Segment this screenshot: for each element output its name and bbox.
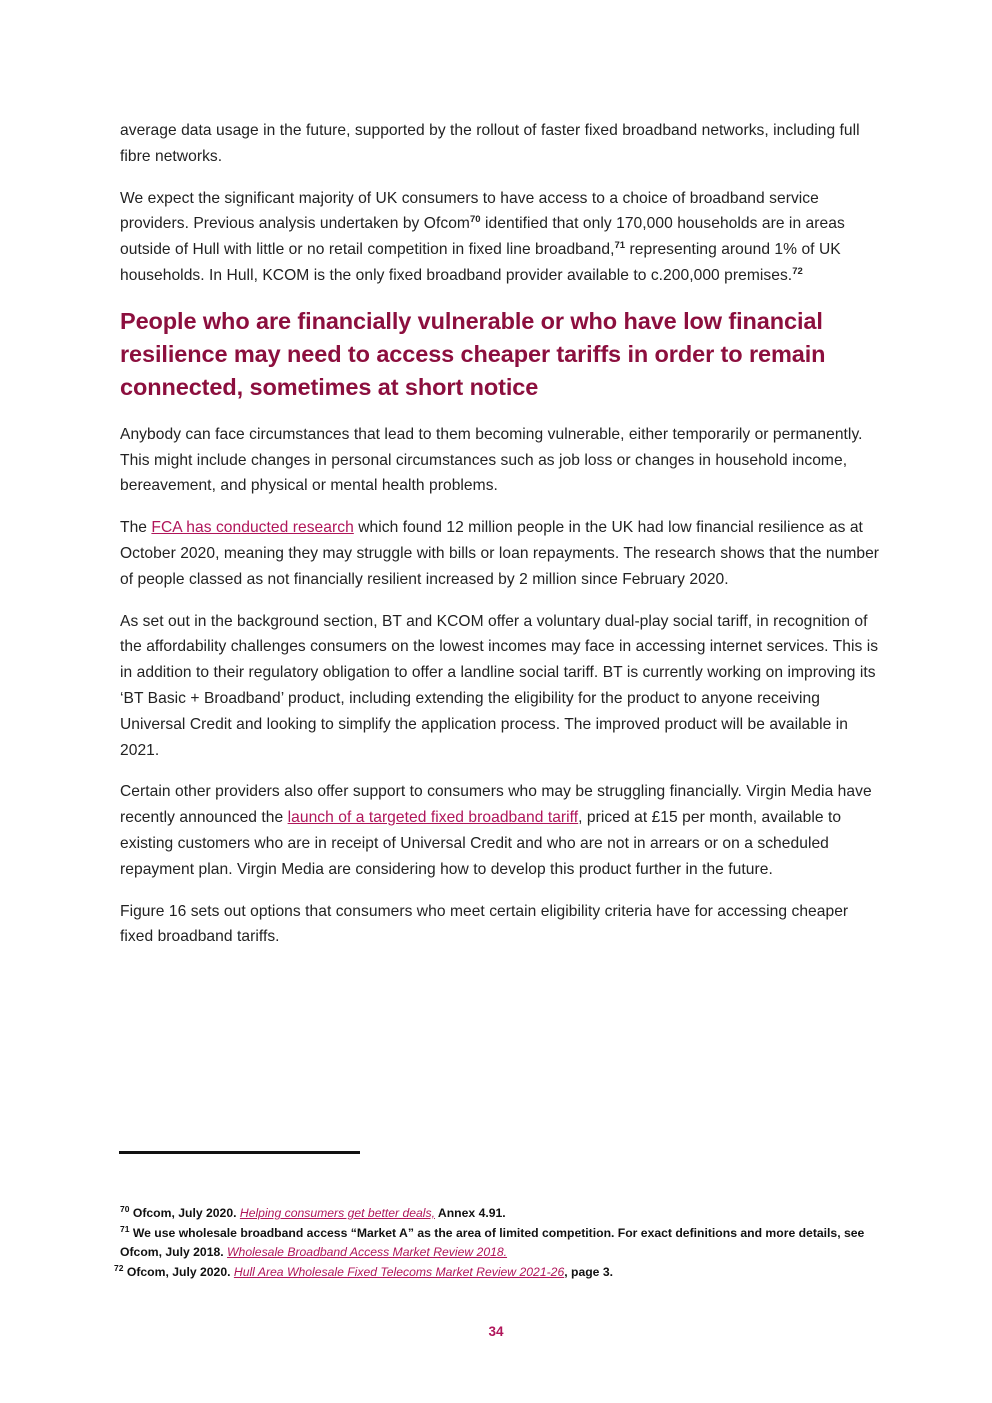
paragraph-data-usage <box>120 118 880 170</box>
wba-market-review-link[interactable]: Wholesale Broadband Access Market Review 2018. <box>227 1245 508 1260</box>
footnote-text: Ofcom, July 2020. <box>129 1206 240 1220</box>
paragraph-fca-research <box>120 515 880 592</box>
footnote-70 <box>114 1204 874 1224</box>
hull-market-review-link[interactable]: Hull Area Wholesale Fixed Telecoms Market Review 2021-26 <box>233 1264 565 1279</box>
footnote-text: We use wholesale broadband access “Market A” as the area of limited competition. For exact definitions and more details, see Ofcom, July 2018. <box>120 1225 865 1260</box>
paragraph-figure-16 <box>120 899 880 951</box>
footnote-text: Annex 4.91. <box>435 1206 506 1220</box>
paragraph-text: Anybody can face circumstances that lead to them becoming vulnerable, either temporarily or permanently. This might include changes in personal circumstances such as job loss or changes in household income, bereavement, and physical or mental health problems. <box>120 425 863 495</box>
paragraph-text: which found 12 million people in the UK had low financial resilience as at October 2020, meaning they may struggle with bills or loan repayments. The research shows that the number of people classed as not financially resilient increased by 2 million since February 2020. <box>120 519 880 588</box>
paragraph-text: We expect the significant majority of UK consumers to have access to a choice of broadband service providers. Previous analysis undertaken by Ofcom <box>120 189 819 233</box>
footnote-71 <box>114 1224 874 1263</box>
footnote-ref-71[interactable]: 71 <box>614 240 626 252</box>
section-heading: People who are financially vulnerable or who have low financial resilience may need to access cheaper tariffs in order to remain connected, sometimes at short notice <box>120 307 826 400</box>
paragraph-text: The <box>120 519 152 537</box>
footnote-ref-70[interactable]: 70 <box>469 214 481 226</box>
virgin-tariff-link[interactable]: launch of a targeted fixed broadband tariff <box>287 809 579 827</box>
page-number: 34 <box>488 1324 504 1339</box>
paragraph-social-tariff <box>120 609 880 764</box>
footnote-number: 70 <box>120 1204 130 1214</box>
footnote-number: 72 <box>114 1262 124 1273</box>
footnotes <box>114 1204 874 1282</box>
paragraph-consumer-choice <box>120 186 880 289</box>
paragraph-text: identified that only 170,000 households are in areas outside of Hull with little or no retail competition in fixed line broadband, <box>120 215 845 259</box>
fca-research-link[interactable]: FCA has conducted research <box>151 519 354 537</box>
paragraph-text: , priced at £15 per month, available to existing customers who are in receipt of Universal Credit and who are not in arrears or on a scheduled repayment plan. Virgin Media are considering how to develop this product further in the future. <box>120 809 842 878</box>
paragraph-text: As set out in the background section, BT and KCOM offer a voluntary dual-play social tariff, in recognition of the affordability challenges consumers on the lowest incomes may face in accessing internet services. This is in addition to their regulatory obligation to offer a landline social tariff. BT is currently working on improving its ‘BT Basic + Broadband’ product, including extending the eligibility for the product to anyone receiving Universal Credit and looking to simplify the application process. The improved product will be available in 2021. <box>120 612 879 759</box>
paragraph-text: Certain other providers also offer support to consumers who may be struggling financially. Virgin Media have recently announced the <box>120 783 872 827</box>
footnote-number: 71 <box>120 1223 130 1234</box>
footnote-ref-72[interactable]: 72 <box>792 265 803 277</box>
paragraph-text: representing around 1% of UK households. In Hull, KCOM is the only fixed broadband provider available to c.200,000 premises. <box>120 241 841 284</box>
paragraph-text: Figure 16 sets out options that consumers who meet certain eligibility criteria have for accessing cheaper fixed broadband tariffs. <box>120 902 849 946</box>
paragraph-virgin-media <box>120 779 880 882</box>
helping-consumers-link[interactable]: Helping consumers get better deals, <box>239 1206 435 1220</box>
footnote-text: Ofcom, July 2020. <box>123 1264 234 1279</box>
paragraph-text: average data usage in the future, supported by the rollout of faster fixed broadband networks, including full fibre networks. <box>120 122 860 165</box>
footnote-text: , page 3. <box>564 1264 614 1279</box>
footnote-72 <box>114 1263 874 1283</box>
paragraph-vulnerability <box>120 422 880 499</box>
footnote-divider <box>119 1151 360 1154</box>
page-body <box>120 118 880 966</box>
